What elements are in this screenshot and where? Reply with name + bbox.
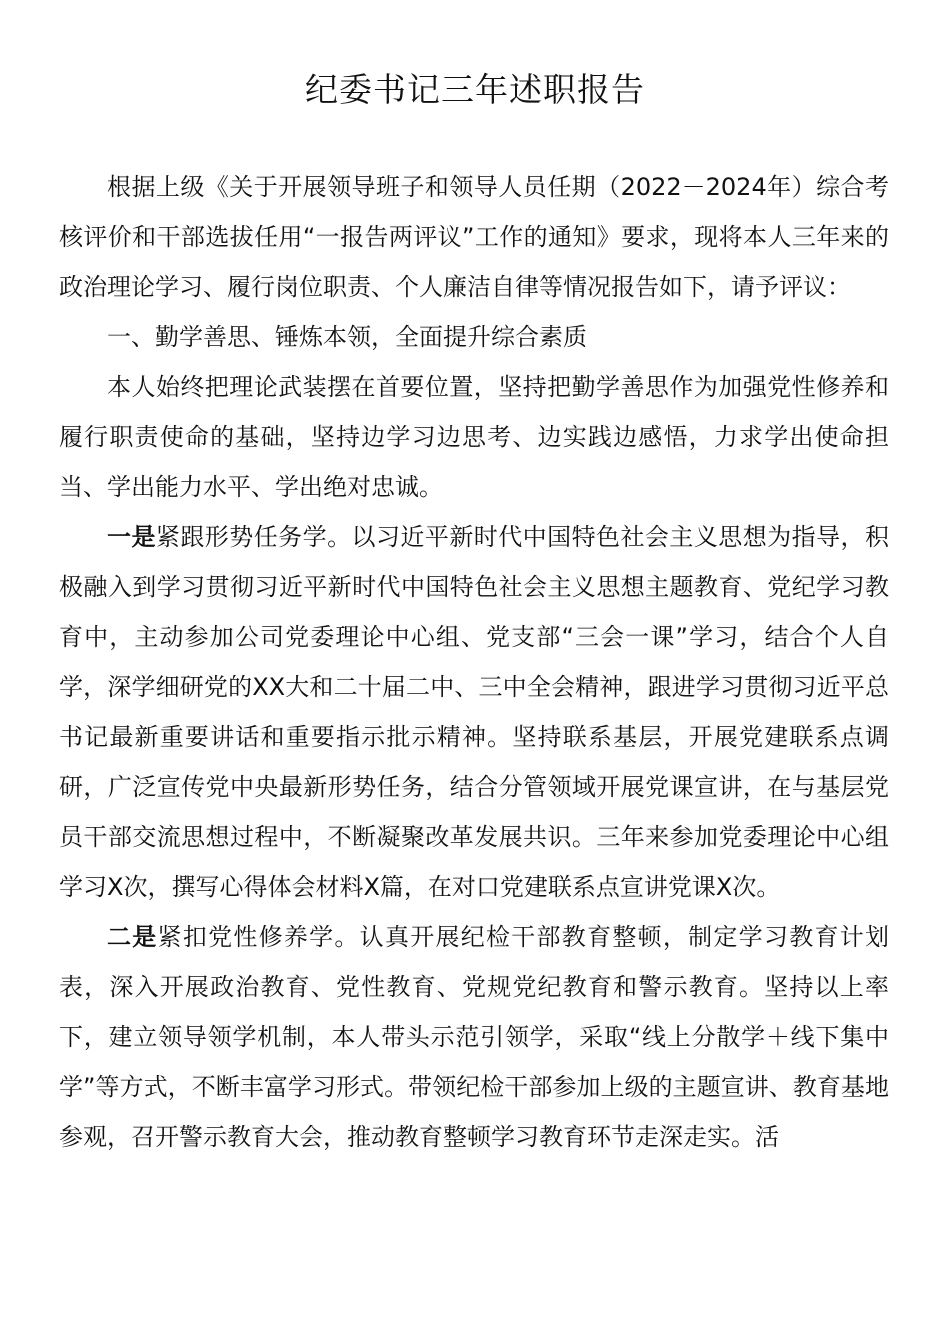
- paragraph-text: 本人始终把理论武装摆在首要位置，坚持把勤学善思作为加强党性修养和履行职责使命的基础，坚持边学习边思考、边实践边感悟，力求学出使命担当、学出能力水平、学出绝对忠诚。: [59, 373, 889, 501]
- paragraph-section-summary: [59, 362, 889, 512]
- section-heading: [59, 312, 889, 362]
- document-title: 纪委书记三年述职报告: [305, 70, 645, 109]
- paragraph-text: 根据上级《关于开展领导班子和领导人员任期（2022－2024年）综合考核评价和干部选拔任用“一报告两评议”工作的通知》要求，现将本人三年来的政治理论学习、履行岗位职责、个人廉洁自律等情况报告如下，请予评议：: [59, 173, 889, 301]
- paragraph-lead: 二是: [107, 923, 158, 951]
- paragraph-lead: 一是: [107, 523, 156, 551]
- paragraph-text: 紧扣党性修养学。认真开展纪检干部教育整顿，制定学习教育计划表，深入开展政治教育、党性教育、党规党纪教育和警示教育。坚持以上率下，建立领导领学机制，本人带头示范引领学，采取“线上分散学＋线下集中学”等方式，不断丰富学习形式。带领纪检干部参加上级的主题宣讲、教育基地参观，召开警示教育大会，推动教育整顿学习教育环节走深走实。活: [59, 923, 890, 1151]
- paragraph-text: 一、勤学善思、锤炼本领，全面提升综合素质: [107, 323, 587, 351]
- paragraph-text: 紧跟形势任务学。以习近平新时代中国特色社会主义思想为指导，积极融入到学习贯彻习近平新时代中国特色社会主义思想主题教育、党纪学习教育中，主动参加公司党委理论中心组、党支部“三会一课”学习，结合个人自学，深学细研党的XX大和二十届二中、三中全会精神，跟进学习贯彻习近平总书记最新重要讲话和重要指示批示精神。坚持联系基层，开展党建联系点调研，广泛宣传党中央最新形势任务，结合分管领域开展党课宣讲，在与基层党员干部交流思想过程中，不断凝聚改革发展共识。三年来参加党委理论中心组学习X次，撰写心得体会材料X篇，在对口党建联系点宣讲党课X次。: [59, 523, 890, 901]
- paragraph-point-one: [59, 512, 889, 912]
- paragraph-point-two: [59, 912, 889, 1162]
- document-body: [59, 162, 889, 1162]
- paragraph-intro: [59, 162, 889, 312]
